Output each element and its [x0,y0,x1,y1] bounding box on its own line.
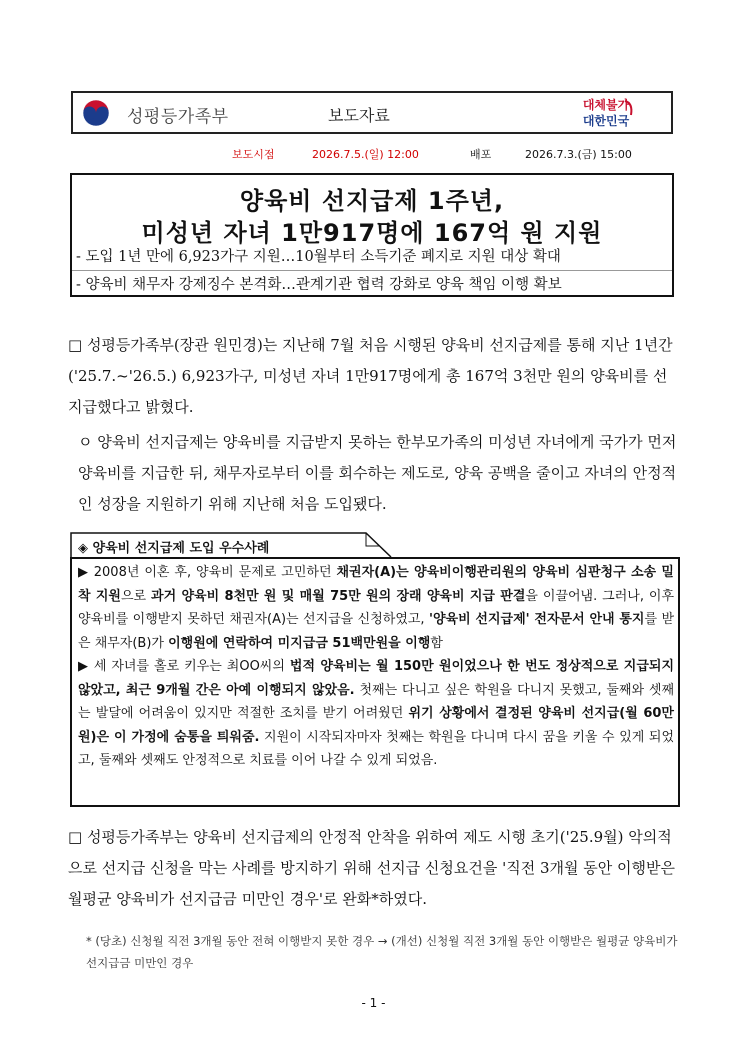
paragraph-2: ㅇ 양육비 선지급제는 양육비를 지급받지 못하는 한부모가족의 미성년 자녀에게 국가가 먼저 양육비를 지급한 뒤, 채무자로부터 이를 회수하는 제도로, 양육 공백을 줄이고 자녀의 안정적인 성장을 지원하기 위해 지난해 처음 도입됐다. [78,433,677,513]
svg-text:대한민국: 대한민국 [582,114,630,128]
subtitle-2: - 양육비 채무자 강제징수 본격화…관계기관 협력 강화로 양육 책임 이행 확보 [76,277,562,293]
case-content [78,561,674,773]
ministry-name: 성평등가족부 [127,107,229,127]
title-line-2: 미성년 자녀 1만917명에 167억 원 지원 [141,219,603,247]
release-label: 보도시점 [232,148,275,161]
footnote: * (당초) 신청월 직전 3개월 동안 전혀 이행받지 못한 경우 → (개선) 신청월 직전 3개월 동안 이행받은 월평균 양육비가 선지급금 미만인 경우 [86,934,678,970]
brand-logo [575,95,637,131]
dist-label: 배포 [470,148,492,161]
case-box [70,557,680,807]
taegeuk-emblem-icon [81,98,111,128]
title-line-1: 양육비 선지급제 1주년, [239,187,505,215]
svg-text:대체불가: 대체불가 [582,98,630,112]
doc-type: 보도자료 [328,106,390,125]
dist-value: 2026.7.3.(금) 15:00 [525,148,632,161]
case-header-text: ◈ 양육비 선지급제 도입 우수사례 [78,541,270,556]
paragraph-3: □ 성평등가족부는 양육비 선지급제의 안정적 안착을 위하여 제도 시행 초기('25.9월) 악의적으로 선지급 신청을 막는 사례를 방지하기 위해 선지급 신청요건을 '직전 3개월 동안 이행받은 월평균 양육비가 선지급금 미만인 경우'로 완화*하였다. [68,828,676,908]
subtitle-1: - 도입 1년 만에 6,923가구 지원…10월부터 소득기준 폐지로 지원 대상 확대 [76,249,561,265]
title-box [70,173,674,297]
header-box [71,91,673,134]
release-value: 2026.7.5.(일) 12:00 [312,148,419,161]
page-number: - 1 - [361,996,386,1010]
case-item-2: ▶ 세 자녀를 홀로 키우는 최OO씨의 법적 양육비는 월 150만 원이었으나 한 번도 정상적으로 지급되지 않았고, 최근 9개월 간은 아예 이행되지 않았음. 첫째는 다니고 싶은 학원을 다니지 못했고, 둘째와 셋째는 발달에 어려움이 있지만 적절한 조치를 받기 어려웠던 위기 상황에서 결정된 양육비 선지급(월 60만 원)은 이 가정에 숨통을 틔워줌. 지원이 시작되자마자 첫째는 학원을 다니며 다시 꿈을 키울 수 있게 되었고, 둘째와 셋째도 안정적으로 치료를 이어 나갈 수 있게 되었음. [78,659,675,768]
case-item-1: ▶ 2008년 이혼 후, 양육비 문제로 고민하던 채권자(A)는 양육비이행관리원의 양육비 심판청구 소송 밀착 지원으로 과거 양육비 8천만 원 및 매월 75만 원의 장래 양육비 지급 판결을 이끌어냄. 그러나, 이후 양육비를 이행받지 못하던 채권자(A)는 선지급을 신청하였고, '양육비 선지급제' 전자문서 안내 통지를 받은 채무자(B)가 이행원에 연락하여 미지급금 51백만원을 이행함 [78,565,675,651]
subtitle-divider [72,270,672,271]
paragraph-1: □ 성평등가족부(장관 원민경)는 지난해 7월 처음 시행된 양육비 선지급제를 통해 지난 1년간('25.7.~'26.5.) 6,923가구, 미성년 자녀 1만917명에게 총 167억 3천만 원의 양육비를 선지급했다고 밝혔다. [68,336,673,416]
